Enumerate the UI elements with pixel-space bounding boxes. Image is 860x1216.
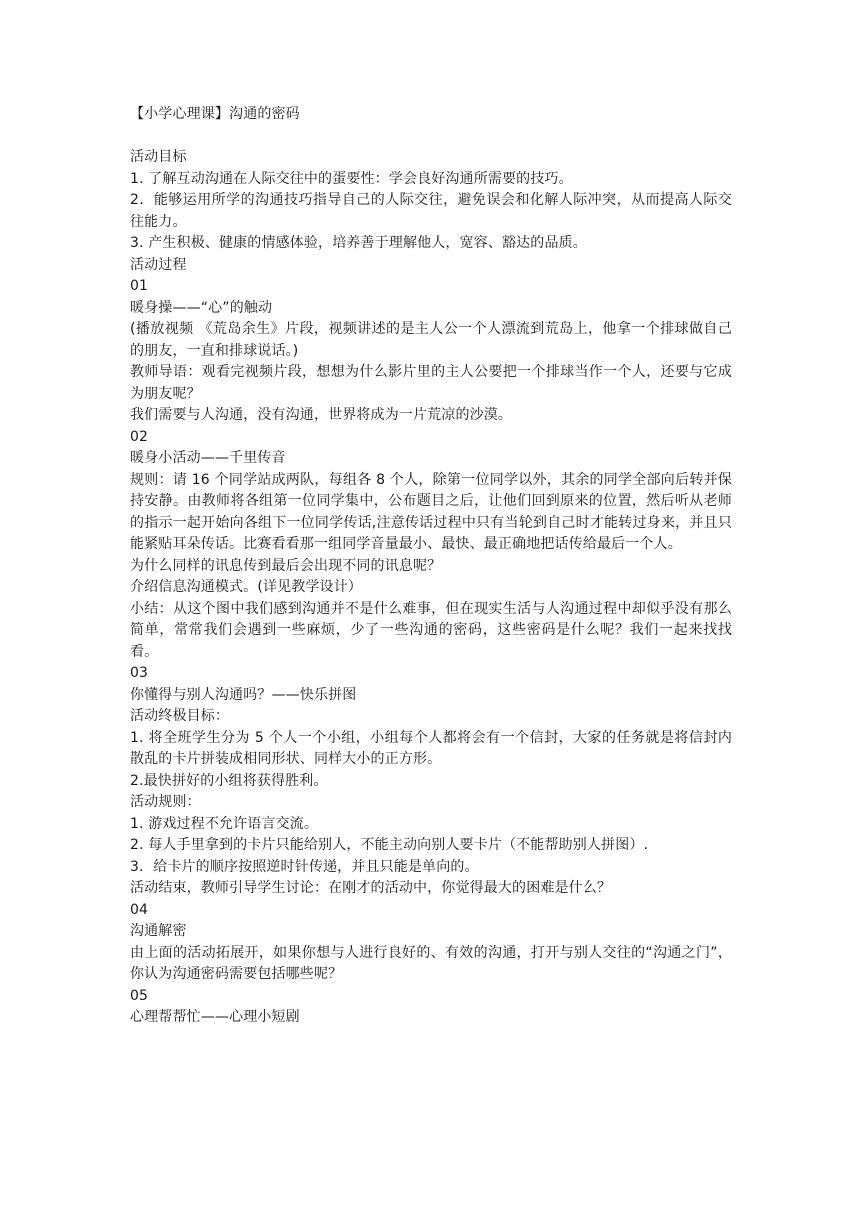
step-title-01: 暖身操——“心”的触动	[130, 299, 273, 316]
paragraph-ultimate-goal: 活动终极目标：	[130, 708, 230, 724]
step-number-01: 01	[130, 278, 149, 294]
step-title-02: 暖身小活动——千里传音	[130, 450, 286, 466]
paragraph-model: 介绍信息沟通模式。(详见教学设计）	[130, 579, 363, 595]
goal-item-2: 2．能够运用所学的沟通技巧指导自己的人际交往，避免误会和化解人际冲突，从而提高人际交往能力。	[130, 192, 732, 230]
paragraph-teacher-guide: 教师导语：观看完视频片段，想想为什么影片里的主人公要把一个排球当作一个人，还要与它成为朋友呢？	[130, 364, 732, 402]
section-heading-process: 活动过程	[130, 256, 187, 273]
document-page	[130, 104, 732, 1029]
step-title-05: 心理帮帮忙——心理小短剧	[130, 1009, 300, 1025]
paragraph-video: (播放视频 《荒岛余生》片段，视频讲述的是主人公一个人漂流到荒岛上，他拿一个排球做自己的朋友，一直和排球说话。)	[130, 321, 732, 359]
rule-item-3: 3．给卡片的顺序按照逆时针传递，并且只能是单向的。	[130, 858, 479, 875]
paragraph-discussion: 活动结束，教师引导学生讨论：在刚才的活动中，你觉得最大的困难是什么？	[130, 880, 612, 896]
goal-item-3: 3. 产生积极、健康的情感体验，培养善于理解他人，宽容、豁达的品质。	[130, 235, 587, 251]
step-number-03: 03	[130, 665, 149, 681]
paragraph-activity-rules: 活动规则：	[130, 794, 201, 810]
paragraph-summary: 小结：从这个图中我们感到沟通并不是什么难事，但在现实生活与人沟通过程中却似乎没有那么简单，常常我们会遇到一些麻烦，少了一些沟通的密码，这些密码是什么呢？我们一起来找找看。	[130, 600, 732, 660]
paragraph-need-communication: 我们需要与人沟通，没有沟通，世界将成为一片荒凉的沙漠。	[130, 407, 513, 423]
paragraph-question: 为什么同样的讯息传到最后会出现不同的讯息呢？	[130, 557, 442, 574]
step-number-02: 02	[130, 428, 149, 445]
rule-item-1: 1. 游戏过程不允许语言交流。	[130, 815, 319, 832]
step-number-04: 04	[130, 901, 149, 918]
goal-puzzle-1: 1. 将全班学生分为 5 个人一个小组，小组每个人都将会有一个信封，大家的任务就是将信封内散乱的卡片拼装成相同形状、同样大小的正方形。	[130, 729, 732, 767]
goal-item-1: 1. 了解互动沟通在人际交往中的蛋要性：学会良好沟通所需要的技巧。	[130, 170, 573, 187]
paragraph-decode: 由上面的活动拓展开，如果你想与人进行良好的、有效的沟通，打开与别人交往的“沟通之门”，你认为沟通密码需要包括哪些呢？	[130, 944, 732, 982]
step-title-04: 沟通解密	[130, 923, 187, 939]
document-title: 【小学心理课】沟通的密码	[130, 106, 300, 122]
goal-puzzle-2: 2.最快拼好的小组将获得胜利。	[130, 772, 328, 789]
rule-item-2: 2. 每人手里拿到的卡片只能给别人，不能主动向别人要卡片（不能帮助别人拼图）.	[130, 837, 649, 853]
step-number-05: 05	[130, 987, 149, 1004]
section-heading-goals: 活动目标	[130, 149, 187, 165]
paragraph-rules: 规则：请 16 个同学站成两队，每组各 8 个人，除第一位同学以外，其余的同学全部向后转并保持安静。由教师将各组第一位同学集中，公布题目之后，让他们回到原来的位置，然后听从老师的指示一起开始向各组下一位同学传话,注意传话过程中只有当轮到自己时才能转过身来，并且只能紧贴耳朵传话。比赛看看那一组同学音量最小、最快、最正确地把话传给最后一个人。	[130, 471, 732, 552]
step-title-03: 你懂得与别人沟通吗？——快乐拼图	[130, 686, 357, 703]
